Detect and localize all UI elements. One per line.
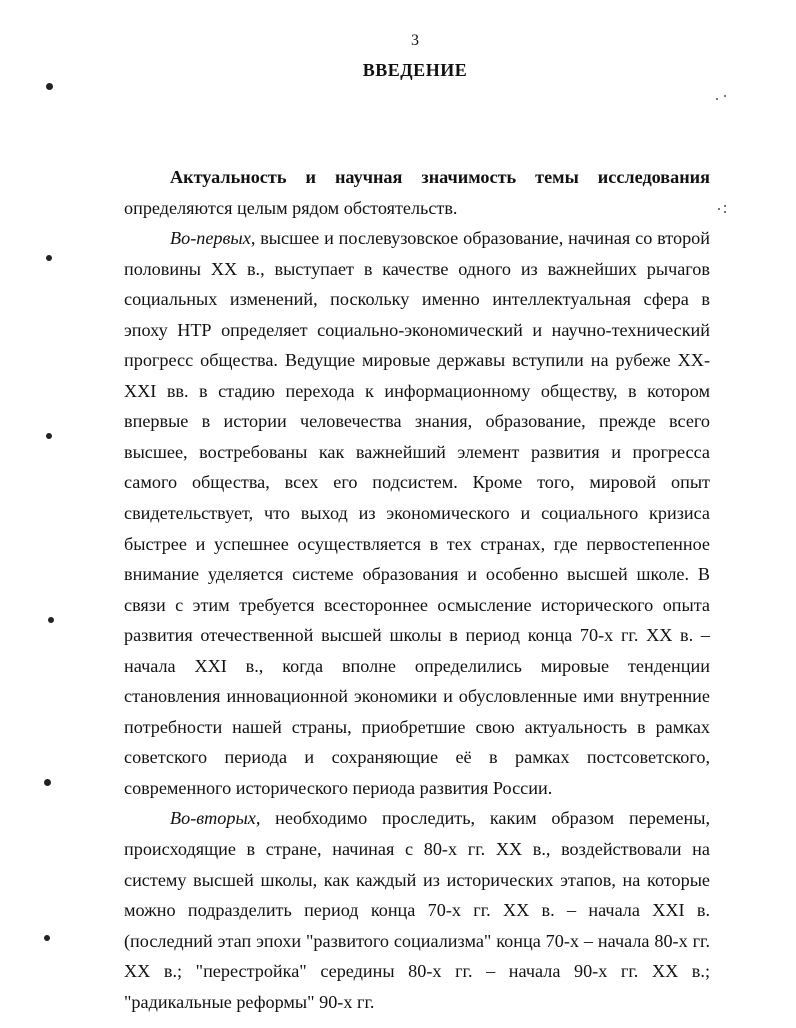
binding-hole-mark bbox=[46, 255, 52, 261]
scan-speck bbox=[718, 208, 720, 210]
binding-hole-mark bbox=[46, 433, 52, 439]
scan-speck bbox=[716, 98, 718, 100]
scan-speck bbox=[724, 211, 726, 213]
binding-hole-mark bbox=[46, 83, 53, 90]
binding-hole-mark bbox=[44, 935, 50, 941]
relevance-lead: Актуальность и научная значимость темы исследования bbox=[170, 167, 710, 187]
paragraph-second bbox=[124, 803, 710, 1017]
scan-speck bbox=[724, 205, 726, 207]
binding-hole-mark bbox=[48, 617, 54, 623]
first-lead: Во-первых bbox=[170, 228, 251, 249]
first-text: , высшее и послевузовское образование, начиная со второй половины XX в., выступает в качестве одного из важнейших рычагов социальных изменений, поскольку именно интеллектуальная сфера в эпоху НТР определяет социально-экономический и научно-технический прогресс общества. Ведущие мировые державы вступили на рубеже XX-XXI вв. в стадию перехода к информационному обществу, в котором впервые в истории человечества знания, образование, прежде всего высшее, востребованы как важнейший элемент развития и прогресса самого общества, всех его подсистем. Кроме того, мировой опыт свидетельствует, что выход из экономического и социального кризиса быстрее и успешнее осуществляется в тех странах, где первостепенное внимание уделяется системе образования и особенно высшей школе. В связи с этим требуется всестороннее осмысление исторического опыта развития отечественной высшей школы в период конца 70-х гг. XX в. – начала XXI в., когда вполне определились мировые тенденции становления инновационной экономики и обусловленные ими внутренние потребности нашей страны, приобретшие свою актуальность в рамках советского периода и сохраняющие её в рамках постсоветского, современного исторического периода развития России. bbox=[124, 228, 710, 798]
second-lead: Во-вторых bbox=[170, 808, 256, 829]
body-text bbox=[124, 162, 710, 1017]
second-text: , необходимо проследить, каким образом перемены, происходящие в стране, начиная с 80-х гг. XX в., воздействовали на систему высшей школы, как каждый из исторических этапов, на которые можно подразделить период конца 70-х гг. XX в. – начала XXI в. (последний этап эпохи "развитого социализма" конца 70-х – начала 80-х гг. XX в.; "перестройка" середины 80-х гг. – начала 90-х гг. XX в.; "радикальные реформы" 90-х гг. bbox=[124, 808, 710, 1012]
paragraph-first bbox=[124, 223, 710, 803]
scan-speck bbox=[724, 95, 726, 97]
page-number: 3 bbox=[411, 32, 419, 49]
relevance-text: определяются целым рядом обстоятельств. bbox=[124, 197, 458, 218]
binding-hole-mark bbox=[44, 779, 51, 786]
paragraph-relevance bbox=[124, 162, 710, 223]
page-title: ВВЕДЕНИЕ bbox=[362, 60, 468, 80]
